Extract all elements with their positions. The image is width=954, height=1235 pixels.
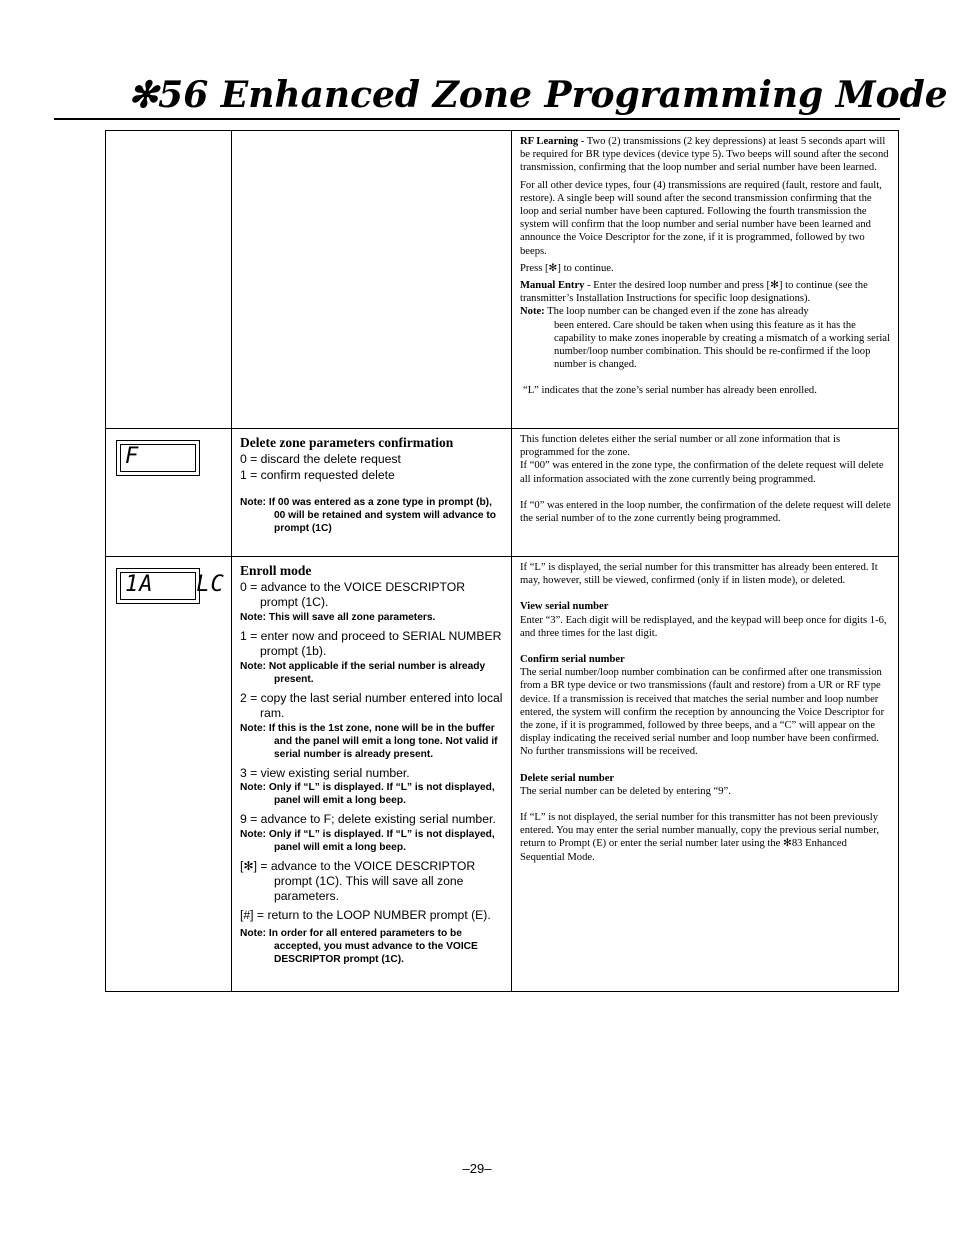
other-devices-paragraph: For all other device types, four (4) transmissions are required (fault, restore and fault, restore). A single beep will sound after the second transmission confirming that the loop and serial number have been captured. Following the fourth transmission the system will confirm that the loop number and serial number have been learned and announce the Voice Descriptor for the zone, if it is programmed, followed by two beeps. [520, 179, 882, 257]
description-cell [513, 131, 898, 428]
note-option-2: Note: If this is the 1st zone, none will be in the buffer and the panel will emit a long tone. Not valid if serial number is already present. [240, 723, 498, 760]
display-cell [106, 131, 232, 428]
intro-text: If “L” is displayed, the serial number for this transmitter has already been entered. It may, however, still be viewed, confirmed (only if in listen mode), or deleted. [520, 562, 878, 587]
rf-learning-text: - Two (2) transmissions (2 key depressions) at least 5 seconds apart will be required for BR type devices (device type 5). Two beeps will sound after the second transmission, confirming that the loop number and serial number have been learned. [520, 136, 889, 174]
option-1: 1 = confirm requested delete [240, 468, 395, 482]
options-cell [232, 131, 512, 428]
display-text: F [125, 444, 140, 469]
description-cell [513, 557, 898, 992]
l-indicates-text: “L” indicates that the zone’s serial number has already been enrolled. [523, 385, 817, 397]
page-number: –29– [462, 1161, 492, 1176]
note-continuation: been entered. Care should be taken when using this feature as it has the capability to make zones inoperable by creating a mismatch of a working serial number/loop number combination. This should be re-confirmed if the loop number is changed. [554, 319, 890, 371]
description-p3: If “0” was entered in the loop number, the confirmation of the delete request will delete the serial number of to the zone currently being programmed. [520, 499, 891, 525]
note-final: Note: In order for all entered parameters to be accepted, you must advance to the VOICE DESCRIPTOR prompt (1C). [240, 928, 478, 965]
manual-entry-paragraph [520, 279, 892, 305]
option-0: 0 = advance to the VOICE DESCRIPTOR prompt (1C). [240, 580, 466, 609]
table-row-rf-learning [106, 131, 898, 428]
note-option-3: Note: Only if “L” is displayed. If “L” is not displayed, panel will emit a long beep. [240, 782, 495, 806]
description-p2: If “00” was entered in the zone type, the confirmation of the delete request will delete all information associated with the zone currently being programmed. [520, 460, 884, 485]
note-option-9: Note: Only if “L” is displayed. If “L” is not displayed, panel will emit a long beep. [240, 829, 495, 853]
view-serial-text: Enter “3”. Each digit will be redisplayed, and the keypad will beep once for digits 1-6, and three times for the last digit. [520, 614, 887, 639]
display-text: 1A LC [125, 572, 225, 597]
keypad-display [116, 568, 225, 604]
confirm-serial-label: Confirm serial number [520, 654, 625, 666]
option-3: 3 = view existing serial number. [240, 766, 410, 780]
description-cell [513, 429, 898, 557]
prompt-note: Note: If 00 was entered as a zone type in prompt (b), 00 will be retained and system will advance to prompt (1C) [240, 497, 496, 534]
title-rule [54, 118, 900, 120]
prompt-heading: Delete zone parameters confirmation [240, 435, 454, 450]
table-row-enroll-mode [106, 556, 898, 992]
page-title: ✻56 Enhanced Zone Programming Mode [128, 74, 948, 116]
options-cell [232, 429, 512, 557]
options-cell [232, 557, 512, 992]
option-9: 9 = advance to F; delete existing serial number. [240, 812, 496, 826]
display-cell [106, 429, 232, 557]
option-2: 2 = copy the last serial number entered into local ram. [240, 691, 503, 720]
loop-note [520, 305, 892, 371]
manual-entry-text: - Enter the desired loop number and press [✻] to continue (see the transmitter’s Installation Instructions for specific loop designations). [520, 280, 868, 305]
table-row-delete-confirmation [106, 428, 898, 557]
programming-table [105, 130, 899, 992]
manual-entry-label: Manual Entry [520, 280, 585, 292]
note-option-0: Note: This will save all zone parameters. [240, 612, 436, 623]
option-1: 1 = enter now and proceed to SERIAL NUMBER prompt (1b). [240, 629, 502, 658]
delete-serial-label: Delete serial number [520, 772, 615, 784]
note-label: Note: [520, 306, 545, 318]
note-first-line: The loop number can be changed even if the zone has already [544, 306, 809, 318]
delete-serial-text: The serial number can be deleted by entering “9”. [520, 785, 731, 797]
rf-learning-label: RF Learning [520, 136, 579, 147]
not-displayed-text: If “L” is not displayed, the serial number for this transmitter has not been previously entered. You may enter the serial number manually, copy the previous serial number, return to Prompt (E) or enter the serial number later using the ✻83 Enhanced Sequential Mode. [520, 812, 879, 863]
confirm-serial-text: The serial number/loop number combination can be confirmed after one transmission from a BR type device or two transmissions (fault and restore) from a UR or RF type device. If a transmission is received that matches the serial number and loop number entered, the system will confirm the reception by announcing the Voice Descriptor for the zone, if it is programmed, followed by three beeps, and a “C” will appear on the display indicating the received serial number and loop number have been confirmed. No further transmissions will be received. [520, 667, 885, 758]
description-p1: This function deletes either the serial number or all zone information that is programmed for the zone. [520, 434, 841, 459]
press-continue-text: Press [✻] to continue. [520, 262, 614, 274]
display-cell [106, 557, 232, 992]
option-0: 0 = discard the delete request [240, 452, 401, 466]
view-serial-label: View serial number [520, 601, 609, 613]
option-hash: [#] = return to the LOOP NUMBER prompt (E). [240, 908, 491, 922]
option-star: [✻] = advance to the VOICE DESCRIPTOR prompt (1C). This will save all zone parameters. [240, 859, 476, 903]
rf-learning-paragraph [520, 135, 892, 175]
note-option-1: Note: Not applicable if the serial number is already present. [240, 661, 486, 685]
keypad-display [116, 440, 200, 476]
prompt-heading: Enroll mode [240, 563, 312, 578]
